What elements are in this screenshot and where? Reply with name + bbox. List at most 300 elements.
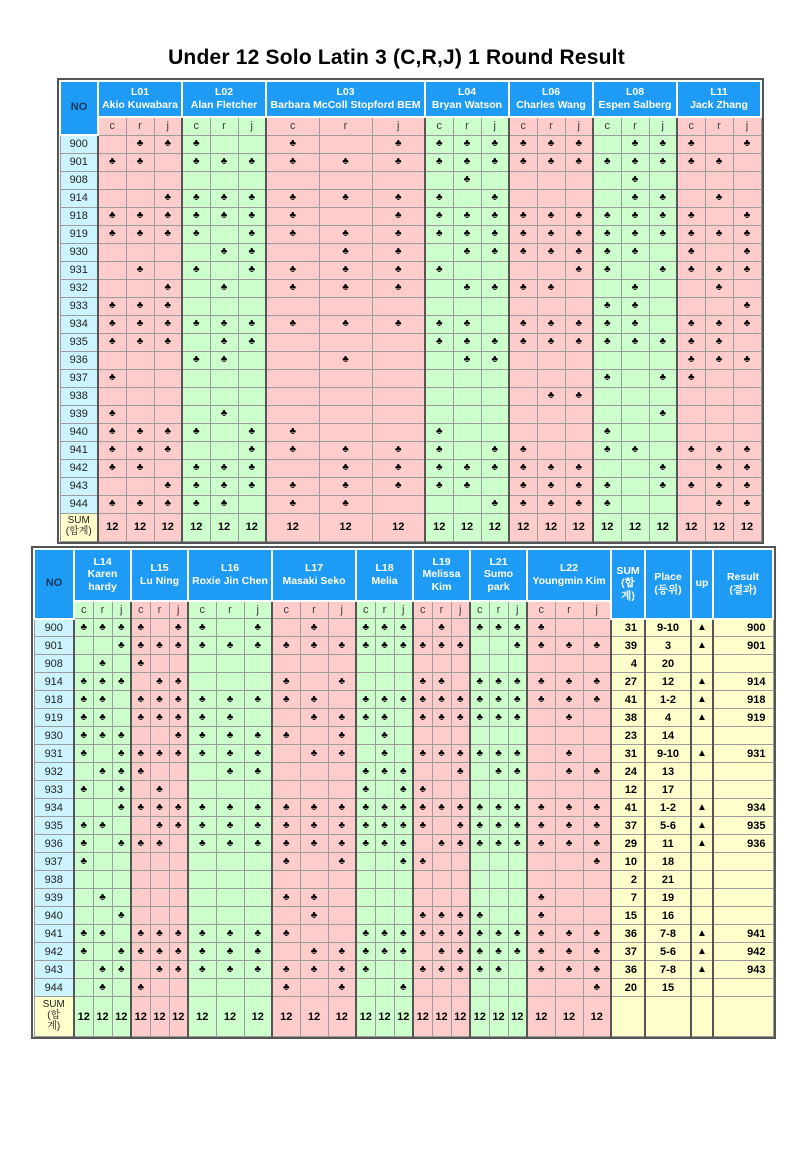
mark-cell: ♣	[537, 333, 565, 351]
mark-cell	[453, 369, 481, 387]
result-cell	[713, 907, 773, 925]
mark-cell	[489, 889, 508, 907]
mark-cell: ♣	[413, 637, 432, 655]
mark-cell: ♣	[74, 925, 93, 943]
mark-cell: ♣	[375, 637, 394, 655]
mark-cell: ♣	[131, 709, 150, 727]
mark-cell: ♣	[356, 943, 375, 961]
mark-cell	[527, 655, 555, 673]
mark-cell	[169, 655, 188, 673]
mark-cell: ♣	[112, 835, 131, 853]
mark-cell	[238, 351, 266, 369]
mark-cell: ♣	[216, 709, 244, 727]
mark-cell: ♣	[300, 835, 328, 853]
mark-cell: ♣	[154, 315, 182, 333]
mark-cell: ♣	[677, 261, 705, 279]
mark-cell	[733, 405, 761, 423]
column-sum-cell: 12	[394, 997, 413, 1037]
mark-cell: ♣	[481, 459, 509, 477]
result-cell: 900	[713, 619, 773, 637]
mark-cell: ♣	[621, 243, 649, 261]
mark-cell	[649, 351, 677, 369]
page-title: Under 12 Solo Latin 3 (C,R,J) 1 Round Result	[168, 46, 625, 69]
mark-cell: ♣	[216, 799, 244, 817]
competitor-number-cell: 941	[34, 925, 74, 943]
mark-cell: ♣	[470, 925, 489, 943]
mark-cell: ♣	[425, 153, 453, 171]
mark-cell: ♣	[705, 153, 733, 171]
mark-cell	[555, 619, 583, 637]
mark-cell: ♣	[272, 817, 300, 835]
mark-cell: ♣	[413, 961, 432, 979]
mark-cell: ♣	[131, 979, 150, 997]
mark-cell	[266, 333, 319, 351]
mark-cell: ♣	[470, 745, 489, 763]
mark-cell	[182, 333, 210, 351]
judge-header-l18: L18 Melia	[356, 549, 413, 601]
mark-cell	[169, 835, 188, 853]
mark-cell	[112, 871, 131, 889]
mark-cell	[244, 907, 272, 925]
crj-subheader-cell: j	[451, 601, 470, 619]
mark-cell	[555, 979, 583, 997]
crj-subheader-cell: r	[537, 117, 565, 135]
place-cell: 15	[645, 979, 691, 997]
mark-cell: ♣	[266, 423, 319, 441]
mark-cell: ♣	[451, 907, 470, 925]
mark-cell	[93, 943, 112, 961]
mark-cell	[328, 691, 356, 709]
mark-cell: ♣	[182, 459, 210, 477]
mark-cell	[319, 135, 372, 153]
mark-cell: ♣	[555, 637, 583, 655]
mark-cell: ♣	[470, 709, 489, 727]
mark-cell	[593, 189, 621, 207]
mark-cell: ♣	[169, 637, 188, 655]
mark-cell: ♣	[244, 619, 272, 637]
mark-cell: ♣	[300, 907, 328, 925]
mark-cell: ♣	[425, 261, 453, 279]
mark-cell: ♣	[169, 943, 188, 961]
mark-cell	[705, 405, 733, 423]
mark-cell: ♣	[319, 261, 372, 279]
mark-cell	[150, 889, 169, 907]
mark-cell: ♣	[188, 961, 216, 979]
mark-cell: ♣	[266, 189, 319, 207]
sum-total-cell: 15	[611, 907, 645, 925]
place-cell: 13	[645, 763, 691, 781]
mark-cell	[527, 727, 555, 745]
mark-cell: ♣	[509, 441, 537, 459]
mark-cell: ♣	[266, 477, 319, 495]
mark-cell: ♣	[300, 961, 328, 979]
mark-cell	[509, 387, 537, 405]
mark-cell: ♣	[425, 477, 453, 495]
round-result-table-bottom-wrapper	[31, 546, 776, 1040]
mark-cell	[74, 871, 93, 889]
mark-cell	[509, 261, 537, 279]
result-column-header: Result (결과)	[713, 549, 773, 619]
mark-cell: ♣	[733, 315, 761, 333]
mark-cell	[451, 727, 470, 745]
mark-cell	[425, 243, 453, 261]
mark-cell: ♣	[210, 315, 238, 333]
table-row	[34, 673, 773, 691]
mark-cell: ♣	[509, 315, 537, 333]
mark-cell: ♣	[182, 189, 210, 207]
mark-cell	[621, 495, 649, 513]
mark-cell	[470, 871, 489, 889]
competitor-number-cell: 939	[34, 889, 74, 907]
no-column-header: NO	[60, 81, 98, 135]
mark-cell	[621, 261, 649, 279]
mark-cell: ♣	[126, 207, 154, 225]
mark-cell	[150, 727, 169, 745]
judge-header-l15: L15 Lu Ning	[131, 549, 188, 601]
mark-cell: ♣	[216, 745, 244, 763]
crj-subheader-cell: j	[112, 601, 131, 619]
mark-cell	[508, 889, 527, 907]
mark-cell	[649, 297, 677, 315]
mark-cell: ♣	[112, 745, 131, 763]
column-sum-cell: 12	[169, 997, 188, 1037]
sum-total-cell: 10	[611, 853, 645, 871]
mark-cell: ♣	[565, 135, 593, 153]
mark-cell: ♣	[154, 279, 182, 297]
mark-cell: ♣	[527, 835, 555, 853]
mark-cell	[425, 297, 453, 315]
mark-cell	[93, 637, 112, 655]
mark-cell: ♣	[150, 943, 169, 961]
mark-cell: ♣	[182, 135, 210, 153]
mark-cell	[583, 781, 611, 799]
mark-cell	[266, 405, 319, 423]
column-sum-cell: 12	[432, 997, 451, 1037]
column-sum-cell: 12	[425, 513, 453, 541]
mark-cell	[481, 423, 509, 441]
mark-cell	[527, 979, 555, 997]
mark-cell: ♣	[319, 315, 372, 333]
judge-header-l16: L16 Roxie Jin Chen	[188, 549, 272, 601]
mark-cell: ♣	[489, 943, 508, 961]
mark-cell	[244, 673, 272, 691]
mark-cell	[565, 441, 593, 459]
mark-cell: ♣	[216, 727, 244, 745]
mark-cell	[356, 745, 375, 763]
sum-total-cell: 38	[611, 709, 645, 727]
mark-cell: ♣	[372, 207, 425, 225]
mark-cell: ♣	[154, 423, 182, 441]
mark-cell: ♣	[425, 135, 453, 153]
mark-cell	[74, 907, 93, 925]
mark-cell	[300, 925, 328, 943]
result-cell: 901	[713, 637, 773, 655]
mark-cell	[394, 673, 413, 691]
mark-cell	[432, 781, 451, 799]
mark-cell	[453, 261, 481, 279]
table-row	[34, 979, 773, 997]
mark-cell: ♣	[244, 925, 272, 943]
mark-cell: ♣	[112, 907, 131, 925]
mark-cell	[470, 979, 489, 997]
table-row	[34, 907, 773, 925]
mark-cell: ♣	[413, 907, 432, 925]
mark-cell: ♣	[328, 817, 356, 835]
mark-cell: ♣	[733, 297, 761, 315]
mark-cell	[126, 351, 154, 369]
mark-cell: ♣	[509, 243, 537, 261]
crj-subheader-cell: j	[244, 601, 272, 619]
mark-cell: ♣	[182, 315, 210, 333]
mark-cell: ♣	[126, 153, 154, 171]
mark-cell: ♣	[451, 961, 470, 979]
mark-cell	[154, 261, 182, 279]
mark-cell: ♣	[394, 925, 413, 943]
mark-cell: ♣	[244, 637, 272, 655]
mark-cell	[413, 979, 432, 997]
mark-cell	[319, 387, 372, 405]
mark-cell	[131, 907, 150, 925]
mark-cell: ♣	[154, 441, 182, 459]
result-cell	[713, 763, 773, 781]
column-sum-row	[34, 997, 773, 1037]
mark-cell: ♣	[112, 781, 131, 799]
sum-total-cell: 2	[611, 871, 645, 889]
mark-cell: ♣	[126, 459, 154, 477]
mark-cell	[649, 315, 677, 333]
mark-cell	[216, 781, 244, 799]
mark-cell	[375, 673, 394, 691]
mark-cell: ♣	[470, 799, 489, 817]
mark-cell: ♣	[481, 135, 509, 153]
mark-cell	[425, 171, 453, 189]
mark-cell	[451, 673, 470, 691]
mark-cell: ♣	[508, 925, 527, 943]
mark-cell: ♣	[372, 477, 425, 495]
table-row	[60, 279, 761, 297]
column-sum-cell: 12	[705, 513, 733, 541]
mark-cell	[182, 243, 210, 261]
mark-cell: ♣	[565, 333, 593, 351]
mark-cell: ♣	[555, 817, 583, 835]
mark-cell: ♣	[131, 691, 150, 709]
mark-cell: ♣	[453, 279, 481, 297]
competitor-number-cell: 901	[34, 637, 74, 655]
mark-cell	[527, 871, 555, 889]
place-cell: 9-10	[645, 745, 691, 763]
column-sum-cell: 12	[131, 997, 150, 1037]
mark-cell	[244, 781, 272, 799]
mark-cell: ♣	[451, 943, 470, 961]
mark-cell: ♣	[621, 441, 649, 459]
mark-cell: ♣	[451, 691, 470, 709]
mark-cell: ♣	[244, 835, 272, 853]
mark-cell: ♣	[705, 225, 733, 243]
mark-cell	[112, 925, 131, 943]
mark-cell: ♣	[272, 961, 300, 979]
mark-cell	[583, 745, 611, 763]
mark-cell: ♣	[319, 189, 372, 207]
mark-cell	[266, 351, 319, 369]
mark-cell	[154, 405, 182, 423]
column-sum-cell: 12	[565, 513, 593, 541]
mark-cell: ♣	[182, 495, 210, 513]
mark-cell: ♣	[527, 925, 555, 943]
mark-cell: ♣	[131, 637, 150, 655]
mark-cell: ♣	[394, 943, 413, 961]
mark-cell	[98, 477, 126, 495]
mark-cell: ♣	[216, 835, 244, 853]
mark-cell	[328, 655, 356, 673]
mark-cell: ♣	[272, 691, 300, 709]
mark-cell	[508, 871, 527, 889]
mark-cell	[356, 853, 375, 871]
mark-cell	[509, 369, 537, 387]
mark-cell	[527, 745, 555, 763]
mark-cell: ♣	[677, 315, 705, 333]
mark-cell: ♣	[621, 207, 649, 225]
table-row	[34, 691, 773, 709]
mark-cell: ♣	[453, 333, 481, 351]
mark-cell	[649, 279, 677, 297]
mark-cell	[470, 637, 489, 655]
competitor-number-cell: 943	[34, 961, 74, 979]
mark-cell: ♣	[126, 423, 154, 441]
mark-cell	[188, 889, 216, 907]
mark-cell: ♣	[375, 799, 394, 817]
mark-cell: ♣	[508, 637, 527, 655]
result-cell	[713, 781, 773, 799]
crj-subheader-cell: r	[216, 601, 244, 619]
judge-header-l19: L19 Melissa Kim	[413, 549, 470, 601]
mark-cell: ♣	[537, 207, 565, 225]
mark-cell	[677, 171, 705, 189]
result-cell	[713, 853, 773, 871]
mark-cell: ♣	[453, 153, 481, 171]
mark-cell: ♣	[93, 961, 112, 979]
column-sum-cell: 12	[593, 513, 621, 541]
mark-cell	[509, 171, 537, 189]
table-row	[60, 387, 761, 405]
mark-cell: ♣	[372, 243, 425, 261]
mark-cell: ♣	[677, 135, 705, 153]
mark-cell: ♣	[649, 405, 677, 423]
empty-footer-cell	[691, 997, 713, 1037]
up-cell: ▲	[691, 925, 713, 943]
table-row	[60, 207, 761, 225]
place-cell: 14	[645, 727, 691, 745]
mark-cell: ♣	[328, 979, 356, 997]
mark-cell: ♣	[98, 333, 126, 351]
mark-cell	[527, 781, 555, 799]
mark-cell	[238, 387, 266, 405]
mark-cell	[375, 907, 394, 925]
mark-cell: ♣	[216, 961, 244, 979]
mark-cell: ♣	[375, 817, 394, 835]
mark-cell: ♣	[188, 727, 216, 745]
mark-cell	[453, 441, 481, 459]
mark-cell	[677, 495, 705, 513]
mark-cell: ♣	[705, 495, 733, 513]
mark-cell: ♣	[537, 225, 565, 243]
mark-cell: ♣	[649, 459, 677, 477]
mark-cell	[356, 871, 375, 889]
mark-cell: ♣	[300, 619, 328, 637]
mark-cell: ♣	[188, 637, 216, 655]
mark-cell: ♣	[328, 835, 356, 853]
mark-cell: ♣	[555, 799, 583, 817]
mark-cell	[188, 871, 216, 889]
mark-cell	[372, 297, 425, 315]
mark-cell: ♣	[481, 495, 509, 513]
mark-cell: ♣	[489, 691, 508, 709]
mark-cell	[328, 871, 356, 889]
table-row	[60, 351, 761, 369]
competitor-number-cell: 940	[60, 423, 98, 441]
table-row	[34, 709, 773, 727]
mark-cell: ♣	[328, 853, 356, 871]
mark-cell: ♣	[413, 781, 432, 799]
mark-cell: ♣	[319, 279, 372, 297]
mark-cell	[300, 853, 328, 871]
mark-cell: ♣	[527, 943, 555, 961]
crj-subheader-cell: c	[509, 117, 537, 135]
mark-cell	[93, 799, 112, 817]
competitor-number-cell: 936	[34, 835, 74, 853]
mark-cell: ♣	[489, 961, 508, 979]
crj-subheader-cell: j	[169, 601, 188, 619]
table-row	[34, 943, 773, 961]
sum-total-cell: 39	[611, 637, 645, 655]
column-sum-cell: 12	[508, 997, 527, 1037]
table-row	[60, 423, 761, 441]
mark-cell: ♣	[453, 171, 481, 189]
column-sum-cell: 12	[188, 997, 216, 1037]
crj-subheader-cell: r	[210, 117, 238, 135]
mark-cell	[131, 889, 150, 907]
mark-cell: ♣	[356, 835, 375, 853]
mark-cell	[451, 979, 470, 997]
mark-cell	[126, 189, 154, 207]
mark-cell	[489, 781, 508, 799]
mark-cell	[131, 817, 150, 835]
mark-cell: ♣	[210, 243, 238, 261]
mark-cell: ♣	[677, 333, 705, 351]
mark-cell	[593, 459, 621, 477]
table-row	[34, 763, 773, 781]
mark-cell: ♣	[394, 637, 413, 655]
mark-cell: ♣	[300, 745, 328, 763]
mark-cell: ♣	[74, 619, 93, 637]
up-cell	[691, 853, 713, 871]
mark-cell: ♣	[150, 925, 169, 943]
mark-cell: ♣	[372, 459, 425, 477]
mark-cell	[537, 171, 565, 189]
mark-cell	[98, 387, 126, 405]
mark-cell: ♣	[537, 243, 565, 261]
mark-cell: ♣	[98, 495, 126, 513]
mark-cell: ♣	[509, 279, 537, 297]
up-cell	[691, 871, 713, 889]
mark-cell: ♣	[93, 619, 112, 637]
mark-cell: ♣	[508, 943, 527, 961]
crj-subheader-cell: j	[328, 601, 356, 619]
mark-cell: ♣	[649, 135, 677, 153]
mark-cell: ♣	[272, 835, 300, 853]
mark-cell: ♣	[565, 459, 593, 477]
mark-cell	[555, 655, 583, 673]
mark-cell: ♣	[169, 817, 188, 835]
